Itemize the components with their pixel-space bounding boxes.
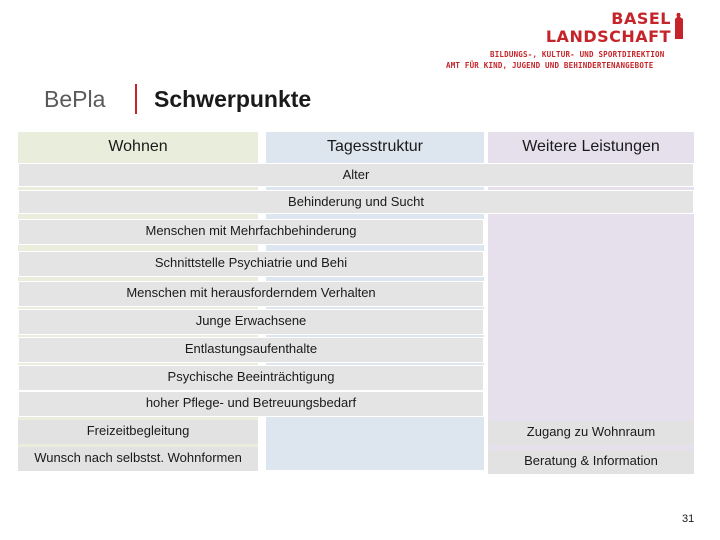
cell-wunsch-wohnformen: Wunsch nach selbstst. Wohnformen bbox=[18, 447, 258, 471]
logo-line-2: LANDSCHAFT bbox=[545, 27, 671, 46]
row-junge-erwachsene: Junge Erwachsene bbox=[18, 309, 484, 335]
row-behinderung-sucht: Behinderung und Sucht bbox=[18, 190, 694, 214]
title-separator bbox=[135, 84, 137, 114]
cell-zugang-wohnraum: Zugang zu Wohnraum bbox=[488, 421, 694, 445]
title-prefix: BePla bbox=[44, 86, 106, 112]
logo bbox=[546, 10, 684, 46]
row-schnittstelle-psychiatrie: Schnittstelle Psychiatrie und Behi bbox=[18, 251, 484, 277]
cell-freizeitbegleitung: Freizeitbegleitung bbox=[18, 420, 258, 444]
column-header-tagesstruktur: Tagesstruktur bbox=[326, 138, 424, 155]
coat-of-arms-icon bbox=[674, 12, 684, 42]
page-number: 31 bbox=[682, 513, 695, 525]
cell-beratung-information: Beratung & Information bbox=[488, 450, 694, 474]
row-mehrfachbehinderung: Menschen mit Mehrfachbehinderung bbox=[18, 219, 484, 245]
logo-line-1: BASEL bbox=[611, 9, 671, 28]
page-title: Schwerpunkte bbox=[154, 86, 312, 112]
row-entlastungsaufenthalte: Entlastungsaufenthalte bbox=[18, 337, 484, 363]
row-psychische-beeintraechtigung: Psychische Beeinträchtigung bbox=[18, 365, 484, 391]
row-herausforderndes-verhalten: Menschen mit herausforderndem Verhalten bbox=[18, 281, 484, 307]
row-alter: Alter bbox=[18, 163, 694, 187]
logo-subtitle-1: BILDUNGS-, KULTUR- UND SPORTDIREKTION bbox=[490, 50, 665, 59]
logo-subtitle-2: AMT FÜR KIND, JUGEND UND BEHINDERTENANGEBOTE bbox=[446, 61, 654, 70]
column-header-wohnen: Wohnen bbox=[108, 138, 168, 155]
row-pflege-betreuungsbedarf: hoher Pflege- und Betreuungsbedarf bbox=[18, 391, 484, 417]
column-header-weitere: Weitere Leistungen bbox=[522, 138, 660, 155]
